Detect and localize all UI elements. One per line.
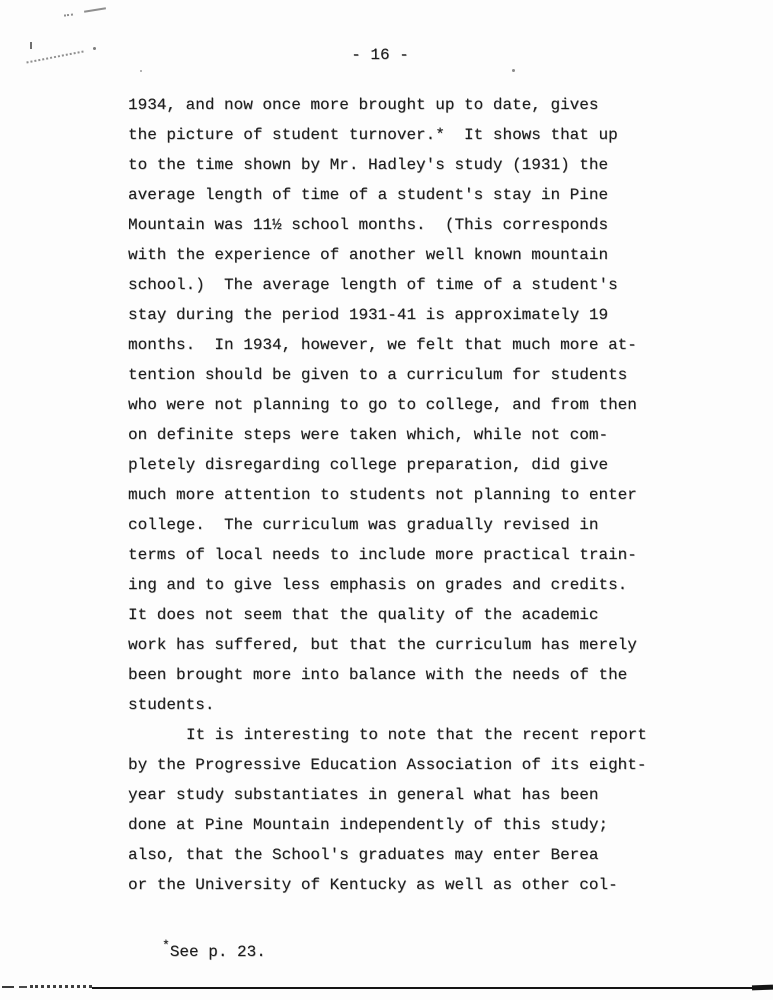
text-line: work has suffered, but that the curriculum has merely	[128, 636, 637, 654]
scan-speck-icon	[512, 69, 515, 72]
page-number: - 16 -	[351, 46, 409, 64]
text-line: on definite steps were taken which, while not com-	[128, 426, 609, 444]
text-line: tention should be given to a curriculum for students	[128, 366, 628, 384]
bottom-rule-dots	[30, 985, 92, 988]
text-line: who were not planning to go to college, and from then	[128, 396, 637, 414]
footnote	[162, 938, 266, 961]
text-line: also, that the School's graduates may enter Berea	[128, 846, 599, 864]
pencil-scribble-icon	[64, 14, 73, 17]
bottom-rule-dash	[2, 986, 14, 988]
text-line: Mountain was 11½ school months. (This corresponds	[128, 216, 609, 234]
pencil-scribble-icon	[26, 50, 83, 63]
bottom-rule-dash	[19, 986, 27, 988]
text-line: ing and to give less emphasis on grades and credits.	[128, 576, 628, 594]
text-line: 1934, and now once more brought up to date, gives	[128, 96, 599, 114]
bottom-rule-blob	[752, 985, 773, 991]
text-line: to the time shown by Mr. Hadley's study (1931) the	[128, 156, 609, 174]
scan-speck-icon	[140, 70, 142, 72]
text-line: or the University of Kentucky as well as other col-	[128, 876, 618, 894]
text-line: done at Pine Mountain independently of this study;	[128, 816, 609, 834]
text-line: stay during the period 1931-41 is approximately 19	[128, 306, 609, 324]
text-line: It does not seem that the quality of the academic	[128, 606, 599, 624]
body-lines	[128, 90, 688, 900]
pencil-tick-icon	[30, 42, 32, 49]
text-line: much more attention to students not planning to enter	[128, 486, 637, 504]
footnote-marker: *	[162, 938, 170, 953]
bottom-rule	[92, 987, 773, 989]
footnote-text: See p. 23.	[169, 943, 266, 961]
text-line: by the Progressive Education Association of its eight-	[128, 756, 647, 774]
text-line: college. The curriculum was gradually revised in	[128, 516, 599, 534]
text-line: months. In 1934, however, we felt that much more at-	[128, 336, 637, 354]
pencil-scribble-icon	[84, 7, 106, 12]
text-line: terms of local needs to include more practical train-	[128, 546, 637, 564]
text-line: school.) The average length of time of a student's	[128, 276, 618, 294]
text-line: year study substantiates in general what has been	[128, 786, 599, 804]
text-line: been brought more into balance with the needs of the	[128, 666, 628, 684]
text-line: It is interesting to note that the recent report	[186, 726, 647, 744]
pencil-dot-icon	[93, 47, 96, 50]
text-line: students.	[128, 696, 215, 714]
text-line: the picture of student turnover.* It shows that up	[128, 126, 618, 144]
text-line: pletely disregarding college preparation, did give	[128, 456, 609, 474]
text-line: average length of time of a student's stay in Pine	[128, 186, 609, 204]
text-line: with the experience of another well known mountain	[128, 246, 609, 264]
